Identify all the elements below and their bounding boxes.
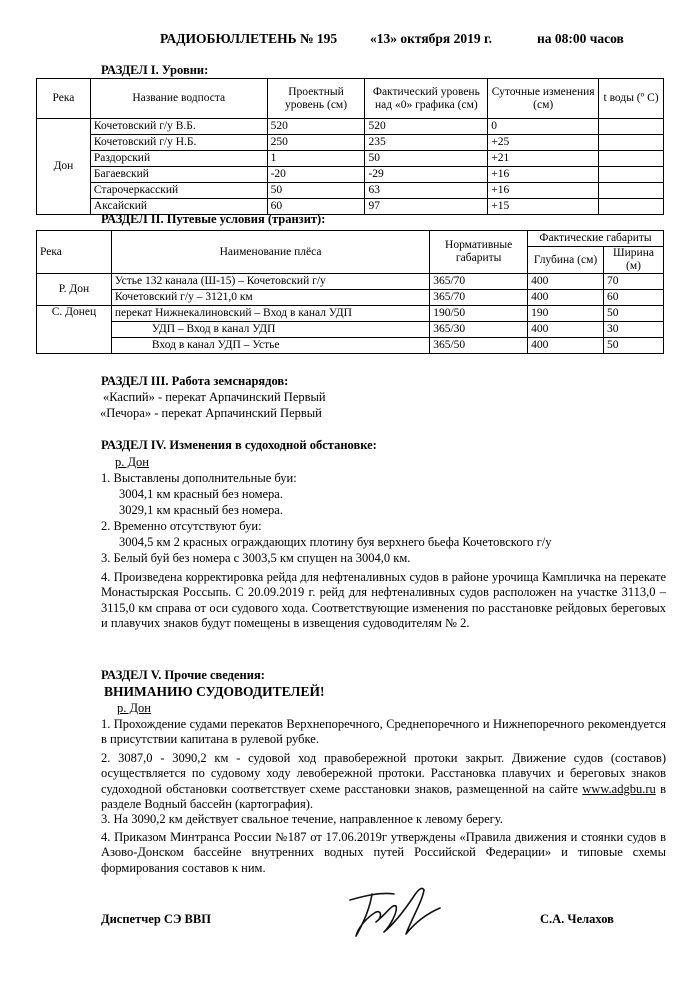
norm-cell: 365/70: [430, 290, 528, 306]
col-actual-level: Фактический уровень над «0» графика (см): [365, 79, 488, 119]
design-cell: -20: [267, 167, 365, 183]
section3-title: РАЗДЕЛ III. Работа земснарядов:: [101, 374, 289, 388]
notice-subitem: 3004,5 км 2 красных ограждающих плотину буя верхнего бьефа Кочетовского г/у: [119, 535, 552, 549]
reach-cell: УДП – Вход в канал УДП: [111, 322, 429, 338]
bulletin-date: «13» октября 2019 г.: [370, 31, 492, 46]
col-daily-change: Суточные изменения (см): [488, 79, 599, 119]
post-cell: Багаевский: [90, 167, 267, 183]
norm-cell: 365/70: [430, 274, 528, 290]
bulletin-title: РАДИОБЮЛЛЕТЕНЬ № 195: [160, 31, 338, 46]
dispatcher-position: Диспетчер СЭ ВВП: [101, 912, 211, 926]
dredger-line: «Каспий» - перекат Арпачинский Первый: [103, 390, 326, 404]
river-cell: [37, 322, 112, 338]
info-item: 3. На 3090,2 км действует свальное течение, направленное к левому берегу.: [101, 812, 503, 826]
design-cell: 60: [267, 199, 365, 215]
actual-cell: 63: [365, 183, 488, 199]
table-row: [37, 167, 664, 183]
dispatcher-name: С.А. Челахов: [540, 912, 614, 926]
table-row: [37, 290, 664, 306]
info-item: 1. Прохождение судами перекатов Верхнепоречного, Среднепоречного и Нижнепоречного рекомендуется в присутствии капитана в рулевой рубке.: [101, 717, 666, 747]
depth-cell: 400: [528, 290, 604, 306]
notice-subitem: 3004,1 км красный без номера.: [119, 487, 283, 501]
width-cell: 60: [604, 290, 664, 306]
river-label: р. Дон: [117, 701, 151, 715]
change-cell: +21: [488, 151, 599, 167]
change-cell: +15: [488, 199, 599, 215]
design-cell: 50: [267, 183, 365, 199]
info-item: 4. Приказом Минтранса России №187 от 17.06.2019г утверждены «Правила движения и стоянки судов в Азово-Донском бассейне внутренних водных путей Российской Федерации» и типовые схемы формирования составов к ним.: [101, 830, 666, 875]
table-row: [37, 274, 664, 290]
section2-title: РАЗДЕЛ II. Путевые условия (транзит):: [101, 212, 326, 226]
depth-cell: 400: [528, 338, 604, 354]
width-cell: 30: [604, 322, 664, 338]
depth-cell: 400: [528, 322, 604, 338]
info-item: 2. 3087,0 - 3090,2 км - судовой ход правобережной протоки закрыт. Движение судов (составов) осуществляется по судовому ходу левобережной протоки. Расстановка плавучих и береговых знаков судоходной обстановки соответствует схеме расстановки знаков, размещенной на сайте www.adgbu.ru в разделе Водный бассейн (картография).: [101, 751, 667, 811]
temp-cell: [599, 135, 664, 151]
actual-cell: 520: [365, 119, 488, 135]
notice-subitem: 3029,1 км красный без номера.: [119, 503, 283, 517]
width-cell: 50: [604, 306, 664, 322]
notice-item: 1. Выставлены дополнительные буи:: [101, 471, 297, 485]
col-fact: Фактические габариты: [528, 231, 664, 247]
table-row: [37, 183, 664, 199]
post-cell: Старочеркасский: [90, 183, 267, 199]
reach-cell: Устье 132 канала (Ш-15) – Кочетовский г/у: [111, 274, 429, 290]
table-row: [37, 119, 664, 135]
handwritten-signature: [342, 882, 446, 944]
norm-cell: 190/50: [430, 306, 528, 322]
notice-item: 3. Белый буй без номера с 3003,5 км спущен на 3004,0 км.: [101, 551, 411, 565]
temp-cell: [599, 119, 664, 135]
river-label: р. Дон: [115, 455, 149, 469]
dredger-line: «Печора» - перекат Арпачинский Первый: [100, 406, 322, 420]
table-row: [37, 306, 664, 322]
notice-item: 4. Произведена корректировка рейда для нефтеналивных судов в районе урочища Кампличка на перекате Монастырская Россыпь. С 20.09.2019 г. рейд для нефтеналивных судов расположен на участке 3113,0 – 3115,0 км справа от оси судового хода. Соответствующие изменения по расстановке рейдовых береговых и плавучих знаков будут помещены в извещения судоводителям № 2.: [101, 570, 666, 630]
section4-title: РАЗДЕЛ IV. Изменения в судоходной обстановке:: [101, 438, 377, 452]
section5-title: РАЗДЕЛ V. Прочие сведения:: [101, 668, 265, 682]
change-cell: +16: [488, 167, 599, 183]
width-cell: 50: [604, 338, 664, 354]
section1-title: РАЗДЕЛ I. Уровни:: [101, 63, 209, 77]
temp-cell: [599, 167, 664, 183]
change-cell: +16: [488, 183, 599, 199]
actual-cell: 50: [365, 151, 488, 167]
river-cell: С. Донец: [37, 306, 112, 322]
river-cell: Дон: [37, 119, 91, 215]
temp-cell: [599, 183, 664, 199]
col-depth: Глубина (см): [528, 247, 604, 274]
reach-cell: перекат Нижнекалиновский – Вход в канал УДП: [111, 306, 429, 322]
post-cell: Аксайский: [90, 199, 267, 215]
actual-cell: 97: [365, 199, 488, 215]
temp-cell: [599, 199, 664, 215]
levels-table: [36, 78, 664, 215]
norm-cell: 365/30: [430, 322, 528, 338]
col-norm: Нормативные габариты: [430, 231, 528, 274]
design-cell: 1: [267, 151, 365, 167]
col-river: Река: [37, 231, 112, 274]
col-river: Река: [37, 79, 91, 119]
table-row: [37, 135, 664, 151]
reach-cell: Кочетовский г/у – 3121,0 км: [111, 290, 429, 306]
river-cell: Р. Дон: [37, 274, 112, 306]
actual-cell: 235: [365, 135, 488, 151]
table-row: [37, 338, 664, 354]
table-row: [37, 322, 664, 338]
temp-cell: [599, 151, 664, 167]
design-cell: 520: [267, 119, 365, 135]
depth-cell: 190: [528, 306, 604, 322]
design-cell: 250: [267, 135, 365, 151]
change-cell: +25: [488, 135, 599, 151]
post-cell: Кочетовский г/у Н.Б.: [90, 135, 267, 151]
col-width: Ширина (м): [604, 247, 664, 274]
norm-cell: 365/50: [430, 338, 528, 354]
table-row: [37, 151, 664, 167]
post-cell: Кочетовский г/у В.Б.: [90, 119, 267, 135]
col-water-temp: t воды (º С): [599, 79, 664, 119]
attention-heading: ВНИМАНИЮ СУДОВОДИТЕЛЕЙ!: [104, 684, 325, 699]
notice-item: 2. Временно отсутствуют буи:: [101, 519, 262, 533]
transit-table: [36, 230, 664, 354]
col-reach: Наименование плёса: [111, 231, 429, 274]
post-cell: Раздорский: [90, 151, 267, 167]
depth-cell: 400: [528, 274, 604, 290]
col-design-level: Проектный уровень (см): [267, 79, 365, 119]
site-link[interactable]: www.adgbu.ru: [582, 781, 656, 796]
reach-cell: Вход в канал УДП – Устье: [111, 338, 429, 354]
col-post: Название водпоста: [90, 79, 267, 119]
width-cell: 70: [604, 274, 664, 290]
change-cell: 0: [488, 119, 599, 135]
actual-cell: -29: [365, 167, 488, 183]
river-cell: [37, 338, 112, 354]
bulletin-time: на 08:00 часов: [537, 31, 624, 46]
